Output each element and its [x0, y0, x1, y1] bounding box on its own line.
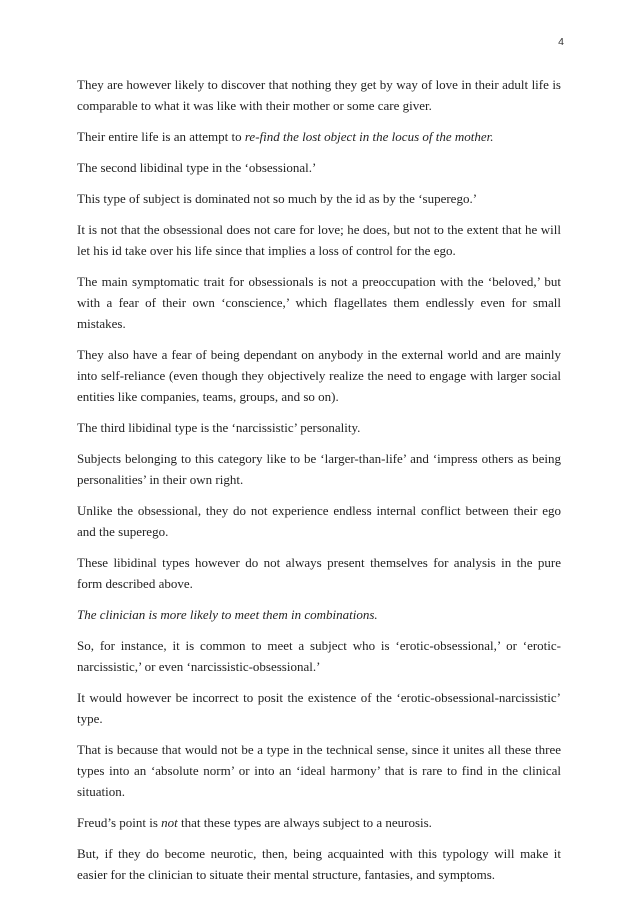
paragraph-p15 — [77, 739, 561, 802]
paragraph-p12 — [77, 604, 561, 625]
paragraph-text: Unlike the obsessional, they do not experience endless internal conflict between their ego and the superego. — [77, 503, 561, 539]
paragraph-text: So, for instance, it is common to meet a subject who is ‘erotic-obsessional,’ or ‘erotic-narcissistic,’ or even ‘narcissistic-obsessional.’ — [77, 638, 561, 674]
paragraph-p8 — [77, 417, 561, 438]
paragraph-p3 — [77, 157, 561, 178]
paragraph-text: The second libidinal type in the ‘obsessional.’ — [77, 160, 317, 175]
paragraph-text: This type of subject is dominated not so much by the id as by the ‘superego.’ — [77, 191, 478, 206]
paragraph-text: that these types are always subject to a neurosis. — [177, 815, 432, 830]
paragraph-p9 — [77, 448, 561, 490]
paragraph-p13 — [77, 635, 561, 677]
paragraph-text: That is because that would not be a type in the technical sense, since it unites all these three types into an ‘absolute norm’ or into an ‘ideal harmony’ that is rare to find in the clinical situation. — [77, 742, 561, 799]
paragraph-text: Their entire life is an attempt to — [77, 129, 245, 144]
paragraph-text: It is not that the obsessional does not care for love; he does, but not to the extent that he will let his id take over his life since that implies a loss of control for the ego. — [77, 222, 561, 258]
italic-text: re-find the lost object in the locus of the mother. — [244, 129, 494, 144]
paragraph-p6 — [77, 271, 561, 334]
paragraph-p14 — [77, 687, 561, 729]
paragraph-text: The third libidinal type is the ‘narcissistic’ personality. — [77, 420, 361, 435]
paragraph-text: Freud’s point is — [77, 815, 162, 830]
document-body — [77, 74, 561, 895]
paragraph-text: It would however be incorrect to posit the existence of the ‘erotic-obsessional-narcissistic’ type. — [77, 690, 561, 726]
page-number: 4 — [558, 36, 564, 48]
paragraph-p16 — [77, 812, 561, 833]
paragraph-p4 — [77, 188, 561, 209]
paragraph-p5 — [77, 219, 561, 261]
italic-text: not — [161, 815, 178, 830]
paragraph-text: Subjects belonging to this category like to be ‘larger-than-life’ and ‘impress others as being personalities’ in their own right. — [77, 451, 561, 487]
paragraph-p2 — [77, 126, 561, 147]
paragraph-p10 — [77, 500, 561, 542]
paragraph-text: The main symptomatic trait for obsessionals is not a preoccupation with the ‘beloved,’ but with a fear of their own ‘conscience,’ which flagellates them endlessly even for small mistakes. — [77, 274, 561, 331]
paragraph-text: These libidinal types however do not always present themselves for analysis in the pure form described above. — [77, 555, 561, 591]
paragraph-text: But, if they do become neurotic, then, being acquainted with this typology will make it easier for the clinician to situate their mental structure, fantasies, and symptoms. — [77, 846, 561, 882]
paragraph-text: They are however likely to discover that nothing they get by way of love in their adult life is comparable to what it was like with their mother or some care giver. — [77, 77, 561, 113]
italic-text: The clinician is more likely to meet them in combinations. — [77, 607, 378, 622]
paragraph-p7 — [77, 344, 561, 407]
paragraph-p11 — [77, 552, 561, 594]
paragraph-text: They also have a fear of being dependant on anybody in the external world and are mainly into self-reliance (even though they objectively realize the need to engage with larger social entities like companies, teams, groups, and so on). — [77, 347, 561, 404]
paragraph-p17 — [77, 843, 561, 885]
paragraph-p1 — [77, 74, 561, 116]
